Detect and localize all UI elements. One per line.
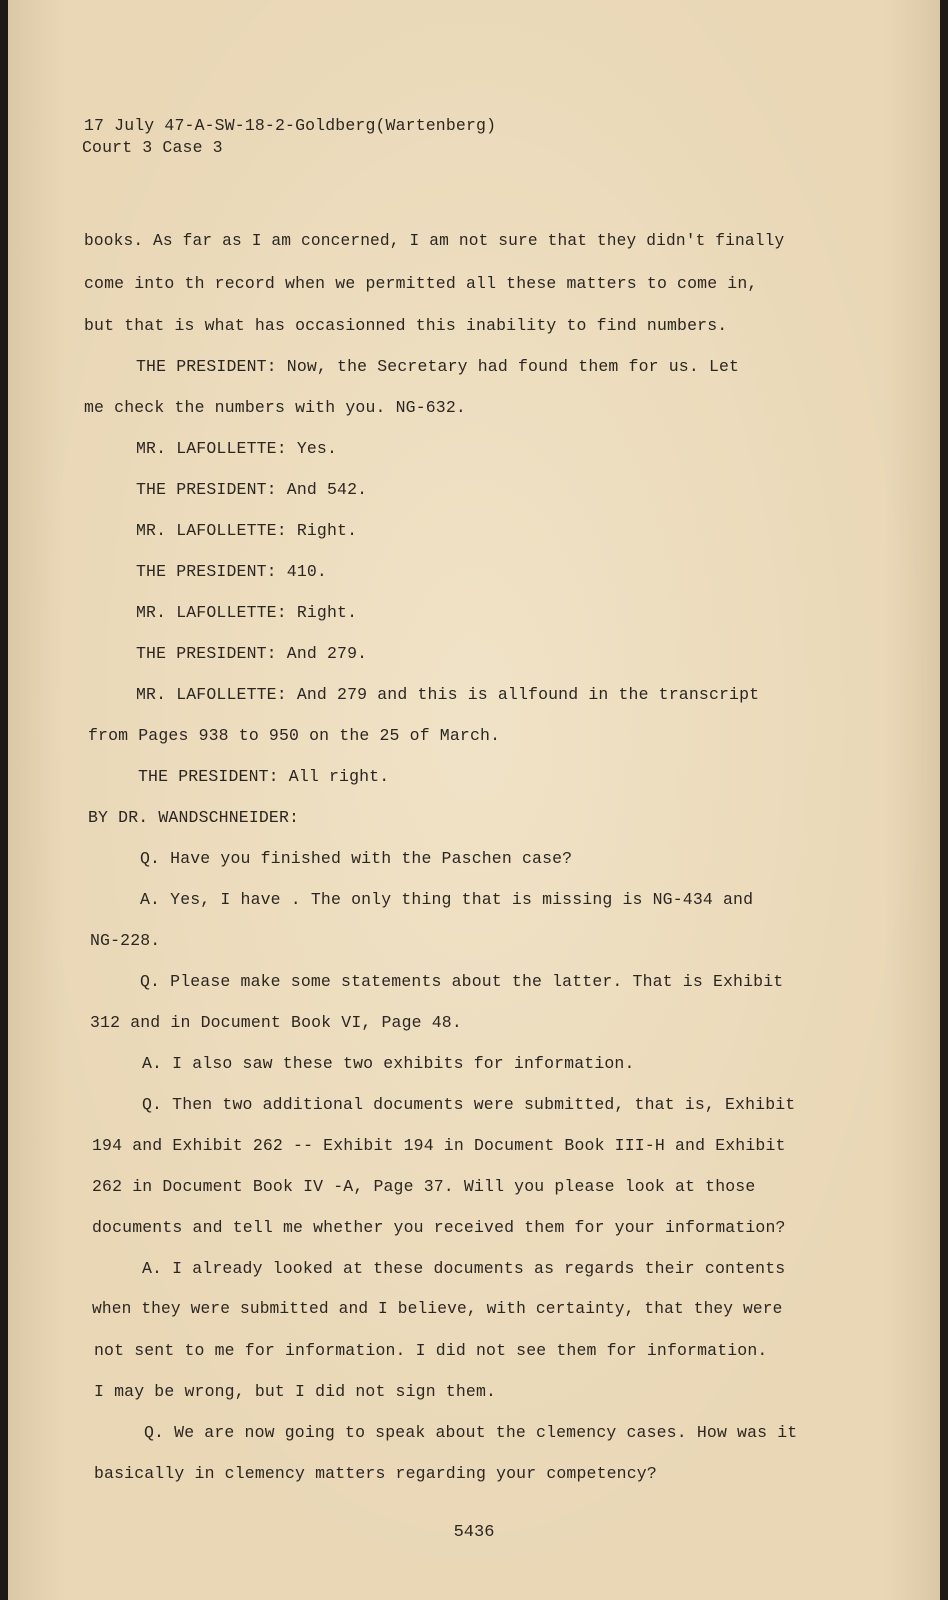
body-line: MR. LAFOLLETTE: Yes. [136,439,338,458]
body-line: A. I already looked at these documents as regards their contents [142,1259,786,1278]
body-line: Q. Then two additional documents were submitted, that is, Exhibit [142,1095,796,1114]
body-line: THE PRESIDENT: And 542. [136,480,368,499]
body-line: THE PRESIDENT: All right. [138,767,390,786]
body-line: me check the numbers with you. NG-632. [84,398,466,417]
body-line: A. Yes, I have . The only thing that is missing is NG-434 and [140,890,754,909]
header-court-case-line: Court 3 Case 3 [82,138,223,157]
body-line: but that is what has occasionned this inability to find numbers. [84,316,728,335]
body-line: THE PRESIDENT: 410. [136,562,327,581]
body-line: A. I also saw these two exhibits for information. [142,1054,635,1073]
body-line: from Pages 938 to 950 on the 25 of March. [88,726,501,745]
body-line: Q. We are now going to speak about the clemency cases. How was it [144,1423,798,1442]
body-line: MR. LAFOLLETTE: And 279 and this is allfound in the transcript [136,685,760,704]
body-line: NG-228. [90,931,161,950]
body-line: not sent to me for information. I did not see them for information. [94,1341,768,1360]
body-line: Q. Have you finished with the Paschen case? [140,849,573,868]
body-line: when they were submitted and I believe, with certainty, that they were [92,1300,783,1318]
header-reference-line: 17 July 47-A-SW-18-2-Goldberg(Wartenberg) [84,116,497,135]
body-line: 194 and Exhibit 262 -- Exhibit 194 in Document Book III-H and Exhibit [92,1136,786,1155]
body-line: MR. LAFOLLETTE: Right. [136,521,358,540]
body-line: THE PRESIDENT: And 279. [136,644,368,663]
body-line: MR. LAFOLLETTE: Right. [136,603,358,622]
body-line: BY DR. WANDSCHNEIDER: [88,808,300,827]
body-line: documents and tell me whether you received them for your information? [92,1218,786,1237]
body-line: books. As far as I am concerned, I am not sure that they didn't finally [84,232,785,250]
body-line: 262 in Document Book IV -A, Page 37. Will you please look at those [92,1177,756,1196]
body-line: Q. Please make some statements about the latter. That is Exhibit [140,972,784,991]
body-line: 312 and in Document Book VI, Page 48. [90,1013,462,1032]
page-number: 5436 [453,1523,495,1542]
body-line: come into th record when we permitted all these matters to come in, [84,274,758,293]
body-line: I may be wrong, but I did not sign them. [94,1382,497,1401]
document-page [8,0,940,1600]
body-line: THE PRESIDENT: Now, the Secretary had found them for us. Let [136,357,740,376]
body-line: basically in clemency matters regarding your competency? [94,1464,657,1483]
